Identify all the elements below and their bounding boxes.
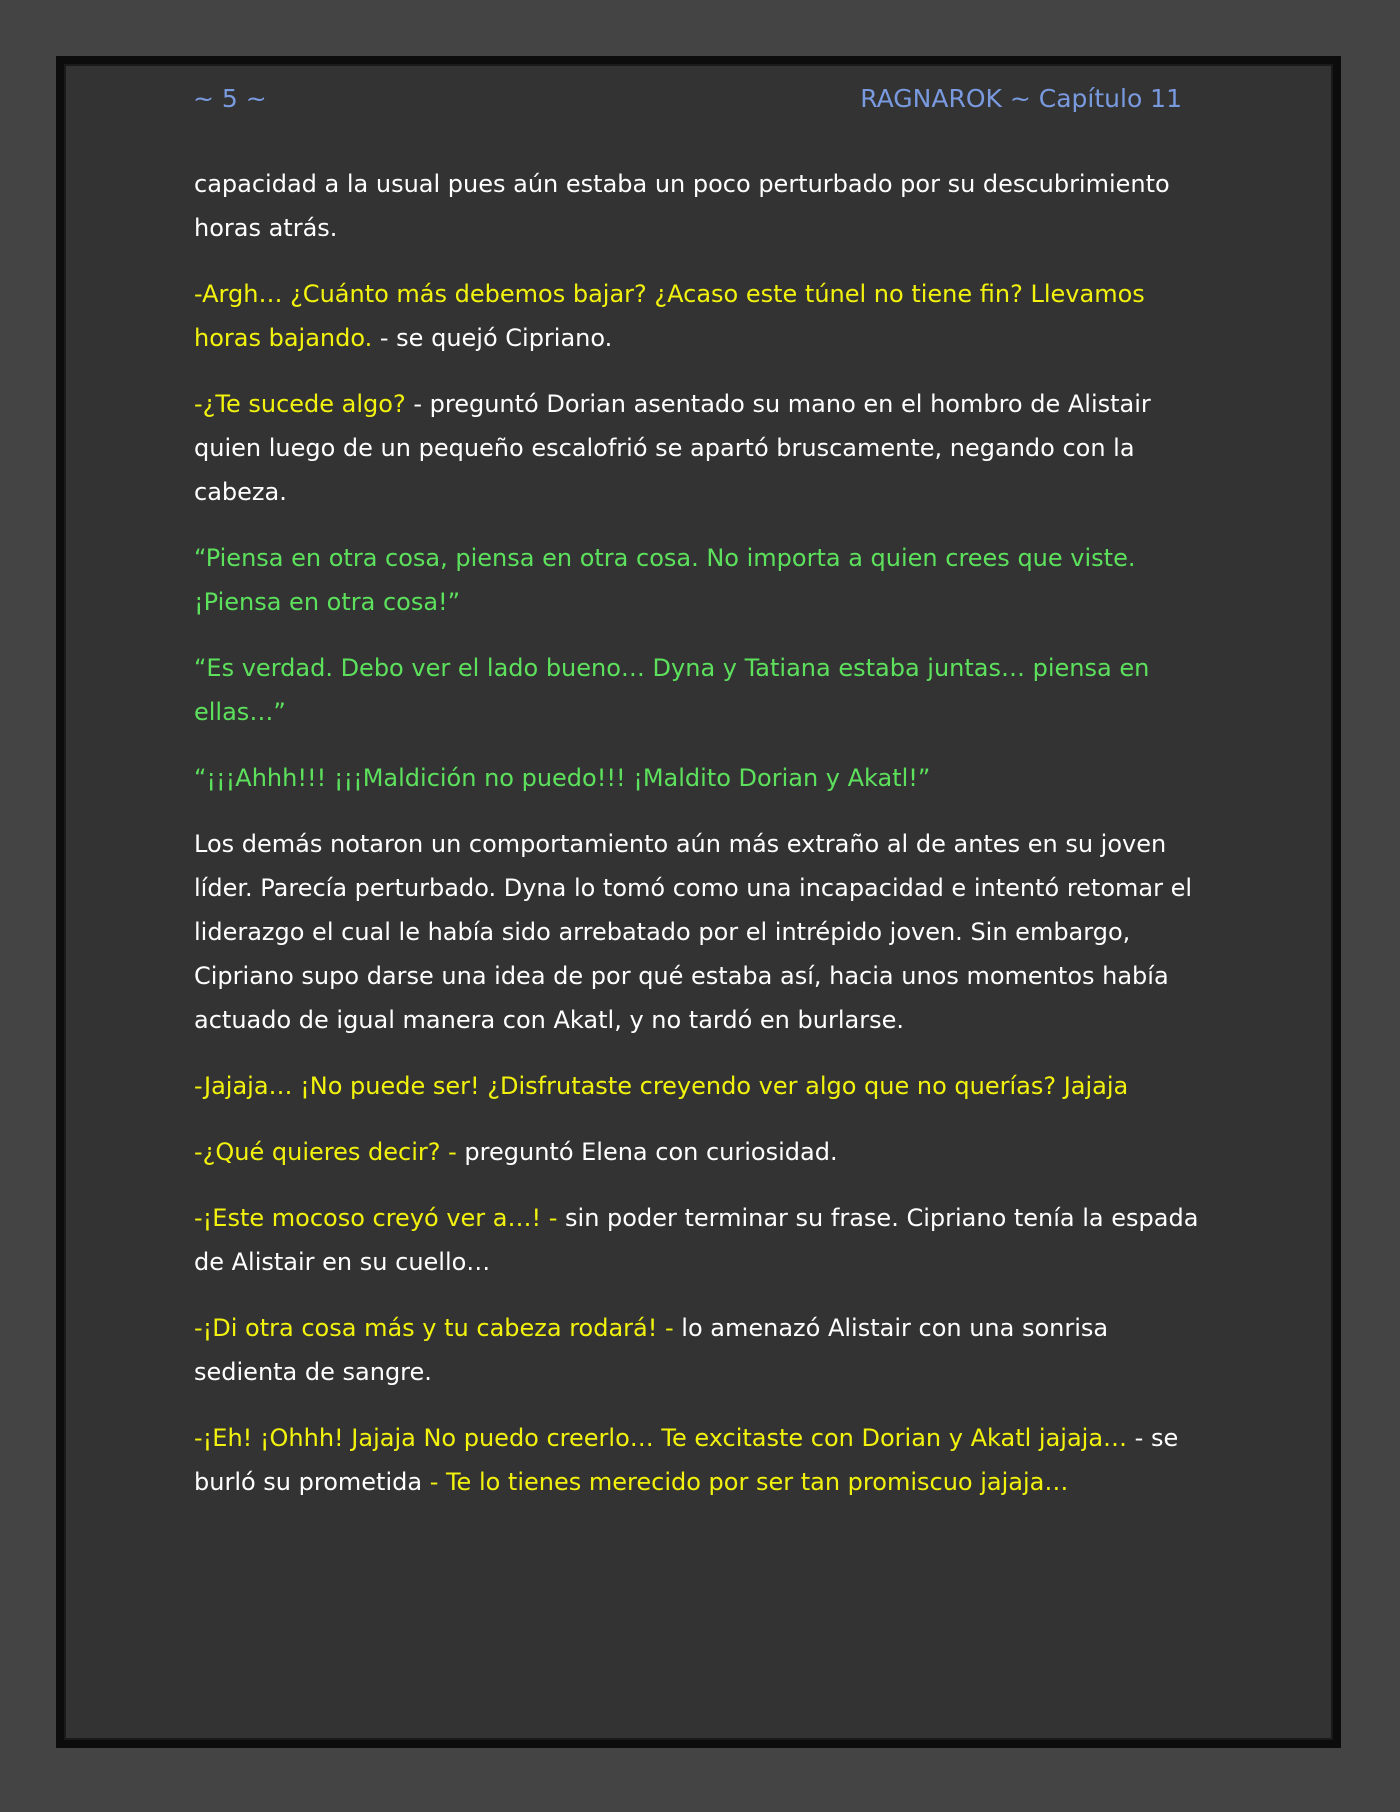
narration-text: preguntó Elena con curiosidad. xyxy=(464,1138,838,1166)
paragraph xyxy=(194,1416,1214,1504)
paragraph xyxy=(194,536,1214,624)
dialogue-text: -¡Di otra cosa más y tu cabeza rodará! - xyxy=(194,1314,682,1342)
narration-text: sin poder terminar su frase. Cipriano tenía la espada de Alistair en su cuello… xyxy=(194,1204,1199,1276)
paragraph xyxy=(194,162,1214,250)
narration-text: capacidad a la usual pues aún estaba un poco perturbado por su descubrimiento horas atrás. xyxy=(194,170,1170,242)
narration-text: lo amenazó Alistair con una sonrisa sedienta de sangre. xyxy=(194,1314,1109,1386)
narration-text: - se burló su prometida xyxy=(194,1424,1179,1496)
paragraph xyxy=(194,1064,1214,1108)
dialogue-text: - Te lo tienes merecido por ser tan promiscuo jajaja… xyxy=(429,1468,1069,1496)
paragraph xyxy=(194,1306,1214,1394)
narration-text: Los demás notaron un comportamiento aún más extraño al de antes en su joven líder. Parecía perturbado. Dyna lo tomó como una incapacidad e intentó retomar el liderazgo el cual le había sido arrebatado por el intrépido joven. Sin embargo, Cipriano supo darse una idea de por qué estaba así, hacia unos momentos había actuado de igual manera con Akatl, y no tardó en burlarse. xyxy=(194,830,1193,1034)
thought-text: “¡¡¡Ahhh!!! ¡¡¡Maldición no puedo!!! ¡Maldito Dorian y Akatl!” xyxy=(194,764,931,792)
paragraph xyxy=(194,646,1214,734)
page-number: ~ 5 ~ xyxy=(193,84,267,113)
paragraph xyxy=(194,1196,1214,1284)
dialogue-text: -¿Te sucede algo? xyxy=(194,390,414,418)
dialogue-text: -Argh… ¿Cuánto más debemos bajar? ¿Acaso este túnel no tiene fin? Llevamos horas bajando. xyxy=(194,280,1145,352)
paragraph xyxy=(194,756,1214,800)
dialogue-text: -¡Eh! ¡Ohhh! Jajaja No puedo creerlo… Te excitaste con Dorian y Akatl jajaja… xyxy=(194,1424,1135,1452)
narration-text: - preguntó Dorian asentado su mano en el hombro de Alistair quien luego de un pequeño escalofrió se apartó bruscamente, negando con la cabeza. xyxy=(194,390,1151,506)
dialogue-text: -¡Este mocoso creyó ver a…! - xyxy=(194,1204,566,1232)
paragraph xyxy=(194,1130,1214,1174)
chapter-title: RAGNAROK ~ Capítulo 11 xyxy=(860,84,1182,113)
thought-text: “Es verdad. Debo ver el lado bueno… Dyna y Tatiana estaba juntas… piensa en ellas…” xyxy=(194,654,1150,726)
dialogue-text: -Jajaja… ¡No puede ser! ¿Disfrutaste creyendo ver algo que no querías? Jajaja xyxy=(194,1072,1129,1100)
narration-text: - se quejó Cipriano. xyxy=(379,324,613,352)
dialogue-text: -¿Qué quieres decir? - xyxy=(194,1138,465,1166)
paragraph xyxy=(194,272,1214,360)
paragraph xyxy=(194,822,1214,1042)
story-content xyxy=(194,162,1214,1526)
paragraph xyxy=(194,382,1214,514)
thought-text: “Piensa en otra cosa, piensa en otra cosa. No importa a quien crees que viste. ¡Piensa en otra cosa!” xyxy=(194,544,1136,616)
